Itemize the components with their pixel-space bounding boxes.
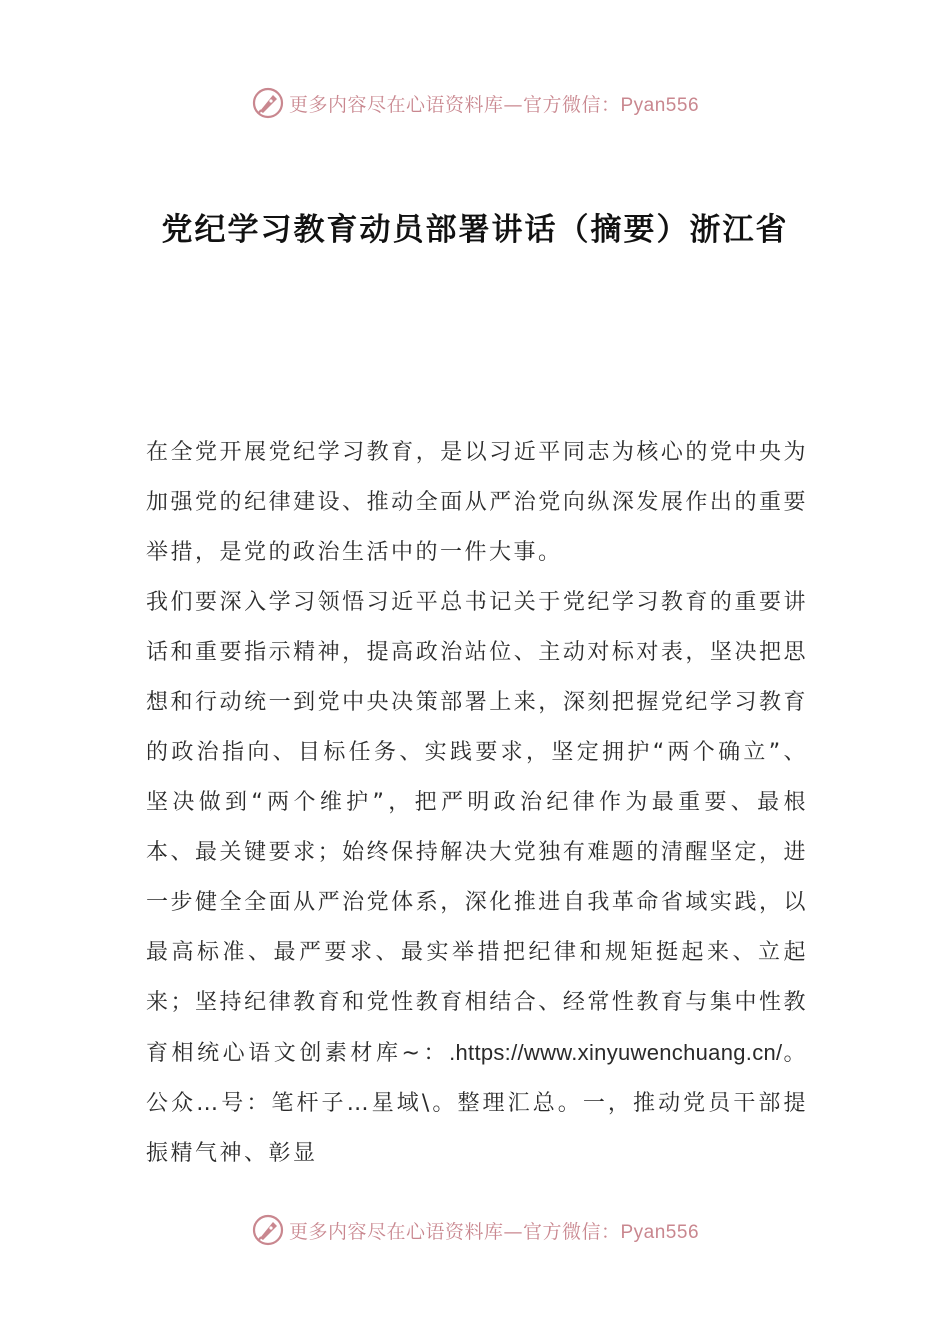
pen-nib-logo-icon (251, 1213, 285, 1247)
document-title: 党纪学习教育动员部署讲话（摘要）浙江省 (161, 212, 789, 248)
header-watermark-banner (0, 83, 950, 123)
footer-watermark-banner (0, 1210, 950, 1250)
paragraph-2-text: 我们要深入学习领悟习近平总书记关于党纪学习教育的重要讲话和重要指示精神，提高政治站位、主动对标对表，坚决把思想和行动统一到党中央决策部署上来，深刻把握党纪学习教育的政治指向、目标任务、实践要求，坚定拥护“两个确立”、坚决做到“两个维护”，把严明政治纪律作为最重要、最根本、最关键要求；始终保持解决大党独有难题的清醒坚定，进一步健全全面从严治党体系，深化推进自我革命省域实践，以最高标准、最严要求、最实举措把纪律和规矩挺起来、立起来；坚持纪律教育和党性教育相结合、经常性教育与集中性教育相统心语文创素材库~： (146, 590, 808, 1066)
wechat-id: Pyan556 (620, 94, 700, 116)
pen-nib-logo-icon (251, 86, 285, 120)
watermark-text: 更多内容尽在心语资料库—官方微信：Pyan556 (288, 93, 700, 116)
paragraph-1: 在全党开展党纪学习教育，是以习近平同志为核心的党中央为加强党的纪律建设、推动全面从严治党向纵深发展作出的重要举措，是党的政治生活中的一件大事。 (146, 440, 808, 565)
source-url: .https://www.xinyuwenchuang.cn/ (449, 1040, 783, 1065)
paragraph-2-tail: 。公众…号：笔杆子…星域\。整理汇总。一，推动党员干部提振精气神、彰显 (146, 1041, 808, 1166)
document-body (146, 428, 808, 1179)
wechat-id: Pyan556 (620, 1221, 700, 1243)
watermark-text: 更多内容尽在心语资料库—官方微信：Pyan556 (288, 1220, 700, 1243)
paragraph-2 (146, 578, 808, 1179)
